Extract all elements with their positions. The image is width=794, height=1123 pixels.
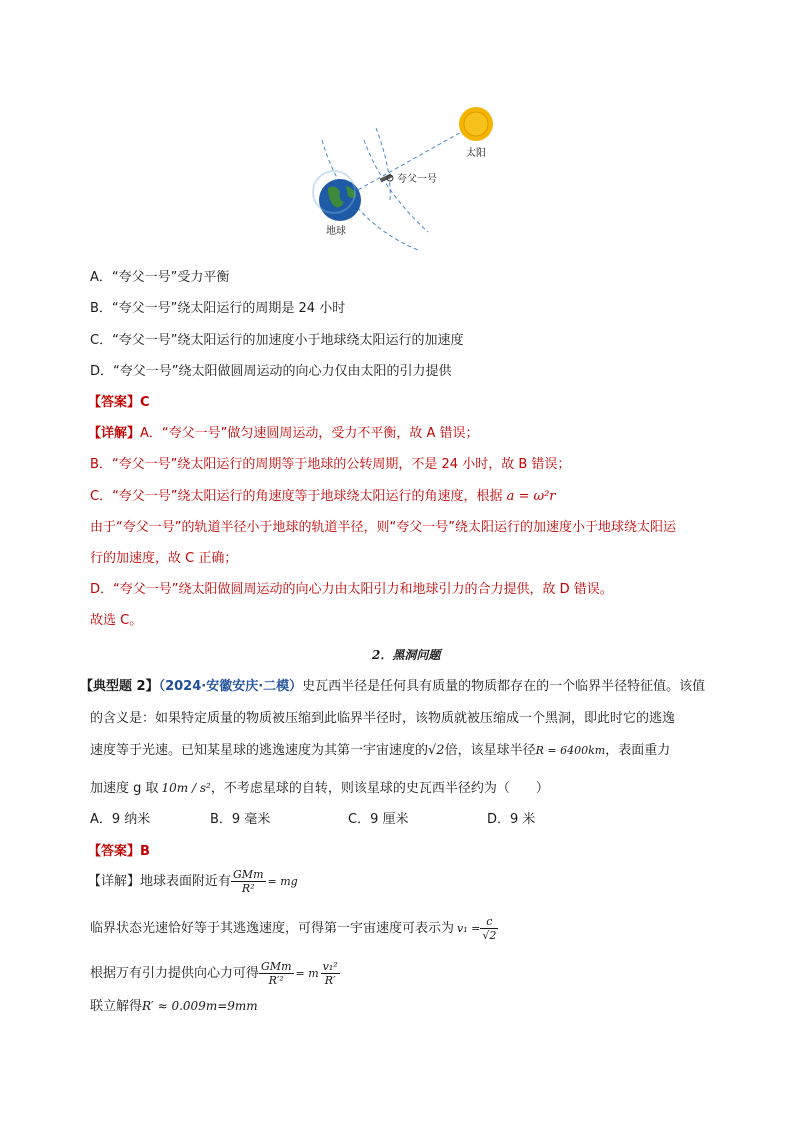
sun-earth-line: [340, 126, 472, 200]
fraction-gmm-r-prime2: [259, 960, 293, 987]
fraction-num: v₁²: [322, 960, 338, 973]
q2-answer: 【答案】B: [88, 844, 150, 859]
fraction-num: GMm: [261, 960, 292, 973]
equals-m: = m: [295, 967, 319, 980]
q1-detail-c3: 行的加速度，故 C 正确；: [90, 551, 238, 566]
earth-label: 地球: [326, 226, 346, 237]
q2-option-b: B．9 毫米: [210, 812, 271, 827]
q1-answer: 【答案】C: [88, 395, 150, 410]
fraction-den: R′²: [268, 974, 284, 987]
q2-detail-2: [90, 915, 498, 942]
section-title: 2．黑洞问题: [372, 648, 441, 662]
inner-orbit-arc: [376, 128, 390, 200]
detail-c-text: C．“夸父一号”绕太阳运行的角速度等于地球绕太阳运行的角速度，根据: [90, 489, 503, 504]
sun-label: 太阳: [466, 148, 486, 159]
q1-option-a: A．“夸父一号”受力平衡: [90, 270, 230, 285]
fraction-den: R′: [324, 974, 336, 987]
earth-icon: [313, 171, 361, 221]
q2-detail-2-text: 临界状态光速恰好等于其逃逸速度，可得第一宇宙速度可表示为: [90, 921, 455, 936]
q1-detail-a: [88, 424, 479, 444]
q2-line-4: [90, 778, 549, 799]
probe-label: 夸父一号: [397, 174, 437, 185]
q2-text-3c: ，表面重力: [605, 743, 671, 758]
q2-option-d: D．9 米: [487, 812, 536, 827]
q2-tag: 【典型题 2】: [80, 679, 159, 694]
fraction-gmm-r2: [231, 868, 265, 895]
q2-detail-1-text: 【详解】地球表面附近有: [88, 874, 232, 889]
v1-lhs: v₁ =: [457, 922, 481, 935]
fraction-num: c: [480, 915, 498, 929]
q1-conclusion: 故选 C。: [90, 613, 143, 628]
orbit-diagram-svg: [300, 100, 520, 260]
q2-text-4b: ，不考虑星球的自转，则该星球的史瓦西半径约为（ ）: [210, 781, 549, 796]
equals-mg: = mg: [267, 875, 298, 888]
q2-text-1: 史瓦西半径是任何具有质量的物质都存在的一个临界半径特征值。该值: [302, 679, 706, 694]
fraction-den: √2: [482, 929, 497, 942]
q2-detail-4-text: 联立解得: [90, 999, 143, 1014]
result-formula: R′ ≈ 0.009m=9mm: [142, 999, 258, 1013]
fraction-c-sqrt2: [480, 915, 498, 942]
q2-text-4a: 加速度 g 取: [90, 781, 159, 796]
detail-a-text: A．“夸父一号”做匀速圆周运动，受力不平衡，故 A 错误；: [140, 426, 479, 441]
q2-line-2: 的含义是：如果特定质量的物质被压缩到此临界半径时，该物质就被压缩成一个黑洞，即此时它的逃逸: [90, 711, 676, 726]
q2-line-1: [80, 677, 705, 697]
q1-option-b: B．“夸父一号”绕太阳运行的周期是 24 小时: [90, 301, 346, 316]
q1-option-c: C．“夸父一号”绕太阳运行的加速度小于地球绕太阳运行的加速度: [90, 333, 464, 348]
q2-detail-1: [88, 868, 298, 895]
q2-line-3: [90, 741, 670, 761]
q1-detail-d: D．“夸父一号”绕太阳做圆周运动的向心力由太阳引力和地球引力的合力提供，故 D 错误。: [90, 582, 613, 597]
sqrt2-symbol: √2: [428, 743, 445, 758]
fraction-den: R²: [241, 882, 255, 895]
satellite-icon: [380, 174, 393, 183]
q1-detail-c: [90, 487, 556, 507]
detail-prefix: 【详解】: [88, 426, 141, 441]
fraction-num: GMm: [233, 868, 264, 881]
detail-c-formula: a = ω²r: [506, 489, 556, 504]
middle-orbit-arc: [364, 140, 428, 232]
q2-text-3b: 倍，该星球半径: [444, 743, 536, 758]
q1-detail-b: B．“夸父一号”绕太阳运行的周期等于地球的公转周期，不是 24 小时，故 B 错误；: [90, 457, 571, 472]
q1-option-d: D．“夸父一号”绕太阳做圆周运动的向心力仅由太阳的引力提供: [90, 364, 452, 379]
q2-source: （2024·安徽安庆·二模）: [158, 679, 303, 694]
orbit-diagram: [300, 100, 520, 260]
q2-detail-4: [90, 996, 258, 1017]
q2-text-3a: 速度等于光速。已知某星球的逃逸速度为其第一宇宙速度的: [90, 743, 429, 758]
q2-option-a: A．9 纳米: [90, 812, 151, 827]
gravity-formula: 10m / s²: [161, 781, 211, 795]
q2-detail-3-text: 根据万有引力提供向心力可得: [90, 966, 260, 981]
sun-icon: [459, 107, 493, 141]
q2-option-c: C．9 厘米: [348, 812, 409, 827]
q2-detail-3: [90, 960, 340, 987]
fraction-v1-r-prime: [321, 960, 340, 987]
radius-formula: R = 6400km: [535, 744, 606, 757]
q1-detail-c2: 由于“夸父一号”的轨道半径小于地球的轨道半径，则“夸父一号”绕太阳运行的加速度小于地球绕太阳运: [90, 520, 676, 535]
